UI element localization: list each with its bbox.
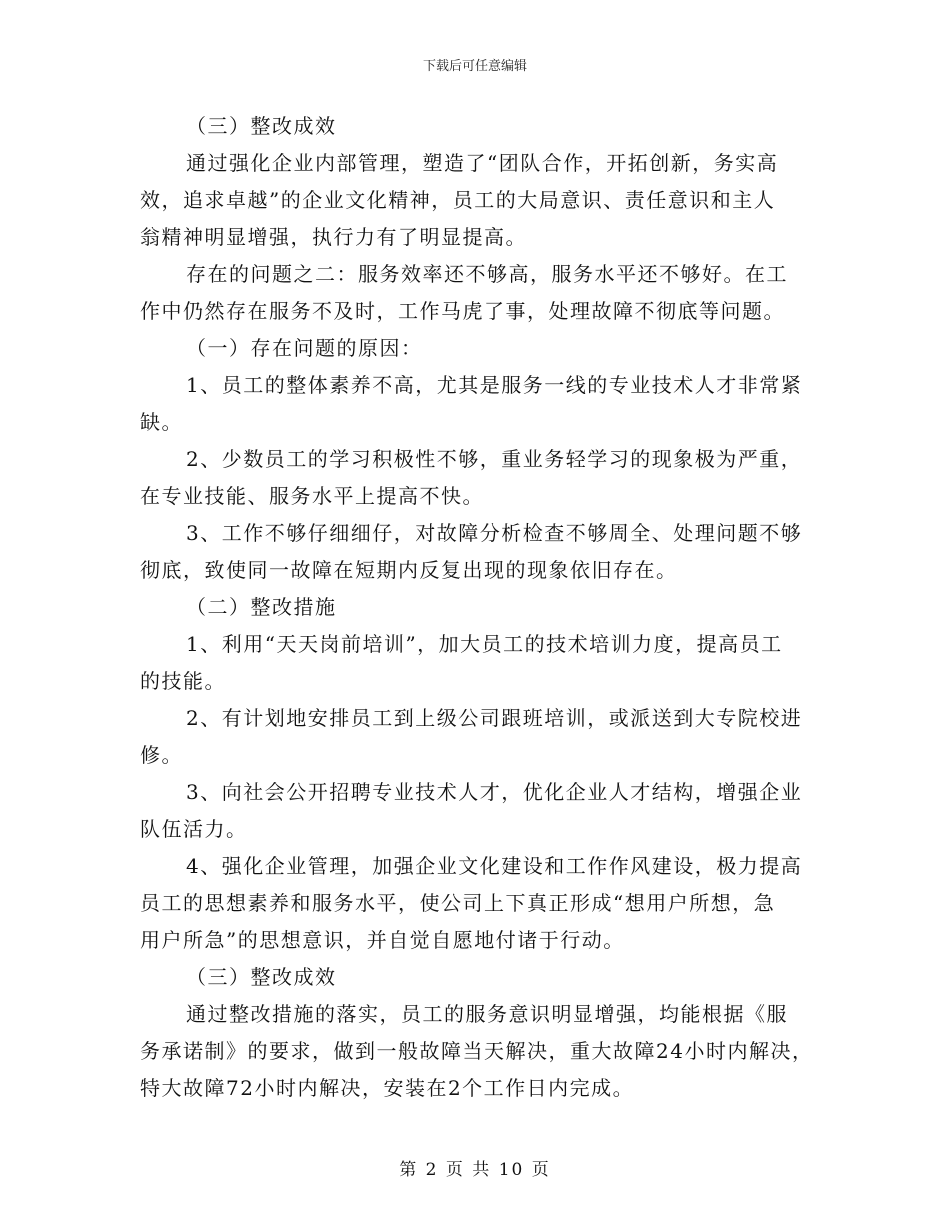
paragraph-line: 用户所急”的思想意识，并自觉自愿地付诸于行动。 [140, 928, 625, 952]
paragraph-line: 队伍活力。 [140, 817, 248, 841]
document-body [140, 108, 812, 1107]
section-heading: （三）整改成效 [186, 114, 337, 138]
paragraph-line: 2、有计划地安排员工到上级公司跟班培训，或派送到大专院校进 [186, 706, 803, 730]
paragraph-line: 1、利用“天天岗前培训”，加大员工的技术培训力度，提高员工 [186, 632, 783, 656]
page-header: 下载后可任意编辑 [422, 59, 527, 74]
paragraph-line: 在专业技能、服务水平上提高不快。 [140, 484, 484, 508]
paragraph-line: 通过强化企业内部管理，塑造了“团队合作，开拓创新，务实高 [186, 151, 779, 175]
section-heading: （三）整改成效 [186, 965, 337, 989]
paragraph-line: 员工的思想素养和服务水平，使公司上下真正形成“想用户所想，急 [140, 891, 776, 915]
section-heading: （二）整改措施 [186, 595, 337, 619]
paragraph-line: 1、员工的整体素养不高，尤其是服务一线的专业技术人才非常紧 [186, 373, 803, 397]
paragraph-line: 3、向社会公开招聘专业技术人才，优化企业人才结构，增强企业 [186, 780, 803, 804]
paragraph-line: 缺。 [140, 410, 183, 434]
paragraph-line: 效，追求卓越”的企业文化精神，员工的大局意识、责任意识和主人 [140, 188, 776, 212]
paragraph-line: 4、强化企业管理，加强企业文化建设和工作作风建设，极力提高 [186, 854, 803, 878]
paragraph-line: 彻底，致使同一故障在短期内反复出现的现象依旧存在。 [140, 558, 678, 582]
paragraph-line: 修。 [140, 743, 183, 767]
paragraph-line: 务承诺制》的要求，做到一般故障当天解决，重大故障24小时内解决， [140, 1039, 814, 1063]
paragraph-line: 作中仍然存在服务不及时，工作马虎了事，处理故障不彻底等问题。 [140, 299, 785, 323]
paragraph-line: 2、少数员工的学习积极性不够，重业务轻学习的现象极为严重， [186, 447, 803, 471]
paragraph-line: 3、工作不够仔细细仔，对故障分析检查不够周全、处理问题不够 [186, 521, 803, 545]
paragraph-line: 翁精神明显增强，执行力有了明显提高。 [140, 225, 527, 249]
paragraph-line: 存在的问题之二：服务效率还不够高，服务水平还不够好。在工 [186, 262, 788, 286]
paragraph-line: 通过整改措施的落实，员工的服务意识明显增强，均能根据《服 [186, 1002, 788, 1026]
page-footer: 第 2 页 共 10 页 [399, 1160, 551, 1180]
paragraph-line: 的技能。 [140, 669, 226, 693]
section-heading: （一）存在问题的原因： [186, 336, 423, 360]
paragraph-line: 特大故障72小时内解决，安装在2个工作日内完成。 [140, 1076, 635, 1100]
